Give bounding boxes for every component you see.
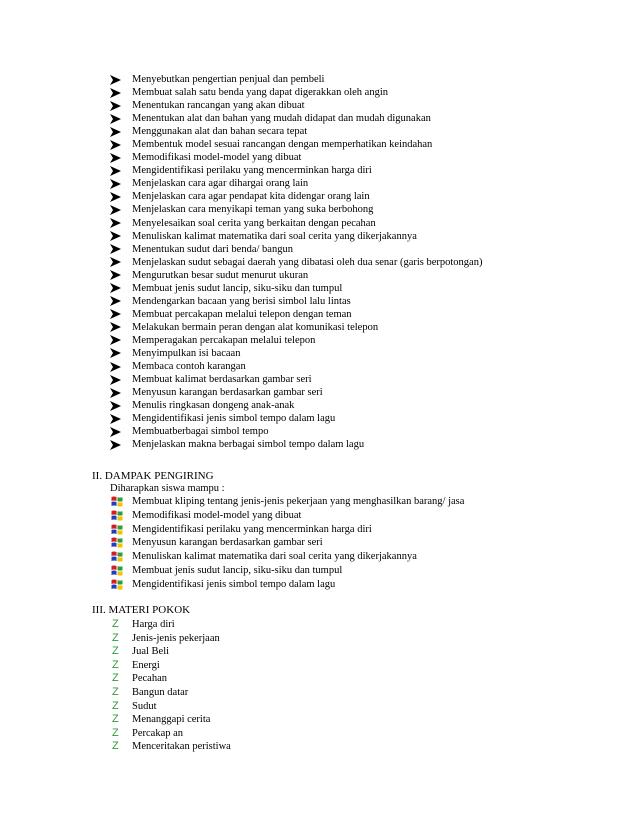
arrowhead-icon [110,73,124,86]
impact-text: Mengidentifikasi jenis simbol tempo dalam lagu [132,578,336,590]
objective-item [110,373,630,386]
windows-flag-icon [111,496,123,507]
objectives-list [110,73,630,451]
arrowhead-icon [110,295,124,308]
impact-text: Menyusun karangan berdasarkan gambar seri [132,537,323,549]
arrowhead-icon [110,112,124,125]
material-text: Bangun datar [132,686,189,698]
objective-text: Membentuk model sesuai rancangan dengan memperhatikan keindahan [132,139,433,151]
materials-list [110,618,510,754]
objective-text: Membaca contoh karangan [132,361,246,373]
objective-item [110,230,630,243]
impact-text: Menuliskan kalimat matematika dari soal cerita yang dikerjakannya [132,551,417,563]
objective-item [110,347,630,360]
objective-text: Memperagakan percakapan melalui telepon [132,334,316,346]
objective-item [110,151,630,164]
objective-item [110,334,630,347]
impact-text: Mengidentifikasi perilaku yang mencerminkan harga diri [132,523,372,535]
objective-text: Menggunakan alat dan bahan secara tepat [132,126,308,138]
objective-text: Melakukan bermain peran dengan alat komunikasi telepon [132,321,379,333]
arrowhead-icon [110,243,124,256]
z-bullet-icon: Z [112,740,119,753]
objective-item [110,386,630,399]
arrowhead-icon [110,399,124,412]
arrowhead-icon [110,412,124,425]
windows-flag-icon [111,510,123,521]
objective-text: Menentukan alat dan bahan yang mudah didapat dan mudah digunakan [132,113,431,125]
objective-item [110,203,630,216]
arrowhead-icon [110,269,124,282]
material-item [110,672,510,686]
windows-flag-icon [111,524,123,535]
objective-item [110,138,630,151]
objective-item [110,243,630,256]
objective-item [110,360,630,373]
material-text: Pecahan [132,673,167,685]
arrowhead-icon [110,138,124,151]
arrowhead-icon [110,308,124,321]
windows-flag-icon [111,579,123,590]
impact-item [110,578,630,592]
objective-text: Menjelaskan cara agar pendapat kita didengar orang lain [132,191,370,203]
material-text: Harga diri [132,619,175,630]
material-item [110,659,510,673]
objective-item [110,282,630,295]
material-item [110,713,510,727]
z-bullet-icon: Z [112,672,119,685]
objective-text: Mengurutkan besar sudut menurut ukuran [132,269,309,281]
material-item [110,645,510,659]
windows-flag-icon [111,551,123,562]
windows-flag-icon [111,565,123,576]
impact-item [110,523,630,537]
objective-item [110,125,630,138]
arrowhead-icon [110,256,124,269]
objective-item [110,73,630,86]
objective-text: Menuliskan kalimat matematika dari soal cerita yang dikerjakannya [132,230,417,242]
arrowhead-icon [110,386,124,399]
objective-item [110,425,630,438]
objective-item [110,177,630,190]
impact-item [110,536,630,550]
objective-item [110,438,630,451]
material-item [110,727,510,741]
material-text: Percakap an [132,727,184,739]
objective-item [110,256,630,269]
impact-text: Membuat kliping tentang jenis-jenis pekerjaan yang menghasilkan barang/ jasa [132,496,465,507]
objective-item [110,190,630,203]
z-bullet-icon: Z [112,631,119,644]
objective-text: Menjelaskan makna berbagai simbol tempo dalam lagu [132,439,365,451]
impact-item [110,550,630,564]
section-heading-dampak-pengiring: II. DAMPAK PENGIRING [92,470,214,482]
objective-item [110,217,630,230]
objective-text: Menentukan rancangan yang akan dibuat [132,100,305,112]
impact-text: Memodifikasi model-model yang dibuat [132,509,302,521]
objective-text: Memodifikasi model-model yang dibuat [132,152,302,164]
impact-item [110,509,630,523]
arrowhead-icon [110,282,124,295]
impact-item [110,495,630,509]
arrowhead-icon [110,190,124,203]
objective-text: Membuat kalimat berdasarkan gambar seri [132,374,312,386]
z-bullet-icon: Z [112,713,119,726]
material-item [110,632,510,646]
objective-item [110,86,630,99]
objective-text: Membuat salah satu benda yang dapat digerakkan oleh angin [132,87,388,99]
arrowhead-icon [110,151,124,164]
objective-item [110,99,630,112]
z-bullet-icon: Z [112,699,119,712]
arrowhead-icon [110,425,124,438]
objective-text: Membuatberbagai simbol tempo [132,426,269,438]
arrowhead-icon [110,438,124,451]
z-bullet-icon: Z [112,618,119,630]
objective-item [110,112,630,125]
material-item [110,618,510,632]
objective-text: Membuat percakapan melalui telepon dengan teman [132,308,352,320]
objective-item [110,269,630,282]
material-item [110,740,510,754]
material-text: Sudut [132,700,157,712]
material-item [110,700,510,714]
z-bullet-icon: Z [112,658,119,671]
objective-text: Menyelesaikan soal cerita yang berkaitan dengan pecahan [132,217,376,229]
arrowhead-icon [110,177,124,190]
material-text: Energi [132,659,160,671]
arrowhead-icon [110,347,124,360]
section-intro: Diharapkan siswa mampu : [110,483,225,494]
objective-item [110,164,630,177]
impact-list [110,495,630,592]
objective-text: Menjelaskan cara agar dihargai orang lain [132,178,309,190]
impact-item [110,564,630,578]
objective-text: Menyusun karangan berdasarkan gambar seri [132,387,323,399]
arrowhead-icon [110,334,124,347]
material-text: Jual Beli [132,646,170,658]
material-text: Menanggapi cerita [132,714,211,726]
objective-item [110,321,630,334]
objective-text: Mengidentifikasi perilaku yang mencerminkan harga diri [132,165,372,177]
objective-item [110,412,630,425]
objective-item [110,308,630,321]
objective-text: Membuat jenis sudut lancip, siku-siku dan tumpul [132,282,343,294]
material-text: Menceritakan peristiwa [132,741,231,753]
objective-text: Menulis ringkasan dongeng anak-anak [132,400,295,412]
arrowhead-icon [110,203,124,216]
arrowhead-icon [110,99,124,112]
arrowhead-icon [110,230,124,243]
material-item [110,686,510,700]
arrowhead-icon [110,373,124,386]
objective-text: Menyebutkan pengertian penjual dan pembeli [132,74,325,85]
z-bullet-icon: Z [112,685,119,698]
arrowhead-icon [110,164,124,177]
objective-text: Menyimpulkan isi bacaan [132,347,241,359]
objective-item [110,295,630,308]
objective-text: Menentukan sudut dari benda/ bangun [132,243,293,255]
windows-flag-icon [111,537,123,548]
arrowhead-icon [110,360,124,373]
section-heading-materi-pokok: III. MATERI POKOK [92,604,191,616]
z-bullet-icon: Z [112,645,119,658]
objective-text: Menjelaskan cara menyikapi teman yang suka berbohong [132,204,374,216]
arrowhead-icon [110,86,124,99]
objective-text: Mengidentifikasi jenis simbol tempo dalam lagu [132,413,336,425]
arrowhead-icon [110,217,124,230]
material-text: Jenis-jenis pekerjaan [132,632,220,644]
arrowhead-icon [110,125,124,138]
impact-text: Membuat jenis sudut lancip, siku-siku dan tumpul [132,564,343,576]
objective-text: Mendengarkan bacaan yang berisi simbol lalu lintas [132,295,351,307]
objective-text: Menjelaskan sudut sebagai daerah yang dibatasi oleh dua senar (garis berpotongan) [132,256,483,268]
arrowhead-icon [110,321,124,334]
z-bullet-icon: Z [112,726,119,739]
objective-item [110,399,630,412]
